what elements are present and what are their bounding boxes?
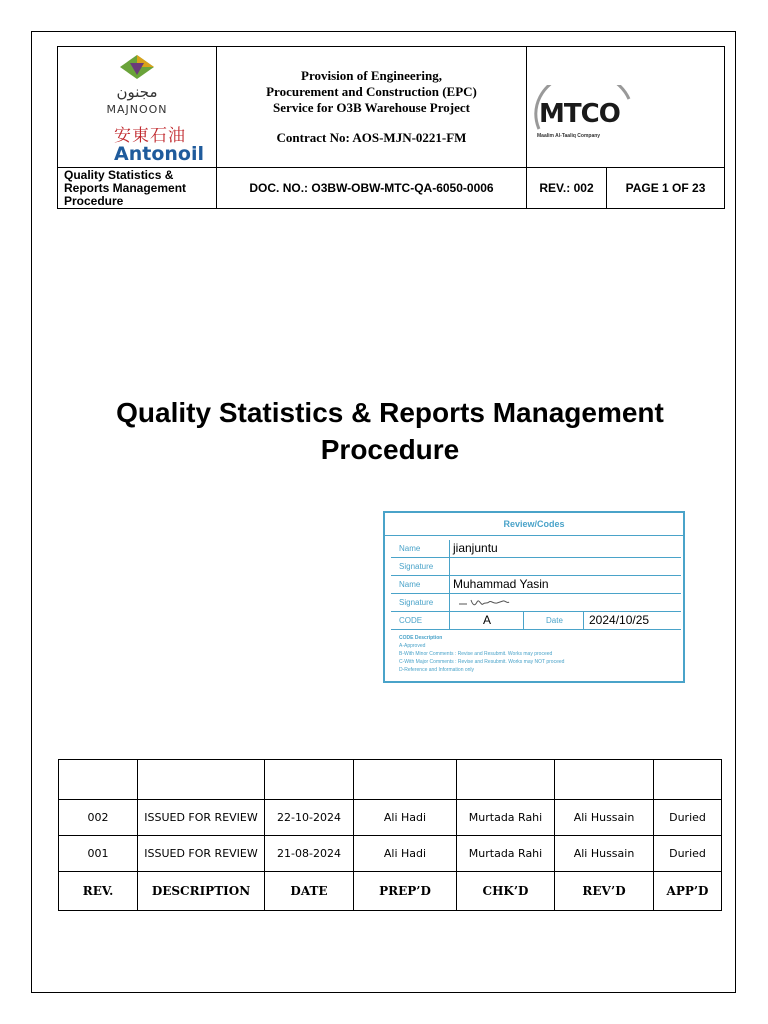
antonoil-chinese-text: 安東石油 [114, 126, 186, 146]
description-cell: ISSUED FOR REVIEW [138, 800, 265, 836]
majnoon-arabic-text: مجنون [116, 83, 158, 101]
prepared-cell: Ali Hadi [354, 836, 457, 872]
stamp-desc-b: B-With Minor Comments : Revise and Resubmit. Works may proceed [399, 651, 553, 657]
stamp-desc-a: A-Approved [399, 643, 426, 649]
stamp-name1-value: jianjuntu [453, 541, 498, 555]
antonoil-text: Antonoil [114, 143, 204, 165]
stamp-name1-row [391, 540, 681, 558]
header-approved: APP’D [654, 872, 722, 911]
majnoon-logo-icon [116, 53, 158, 85]
header-date: DATE [265, 872, 354, 911]
page-number: PAGE 1 OF 23 [607, 168, 725, 209]
date-cell: 22-10-2024 [265, 800, 354, 836]
stamp-name2-value: Muhammad Yasin [453, 577, 549, 591]
mtco-company-text: Maalim Al-Taaliq Company [537, 133, 601, 139]
stamp-name2-row [391, 576, 681, 594]
mtco-logo-text: MTCO [539, 99, 620, 129]
header-checked: CHK’D [457, 872, 555, 911]
reviewed-cell: Ali Hussain [555, 800, 654, 836]
stamp-code-value: A [482, 613, 491, 627]
stamp-signature1-row [391, 558, 681, 576]
rev-cell: 001 [59, 836, 138, 872]
doc-number: DOC. NO.: O3BW-OBW-MTC-QA-6050-0006 [217, 168, 527, 209]
mtco-logo-cell [527, 47, 725, 168]
table-header-row [59, 872, 722, 911]
stamp-signature1-label: Signature [399, 562, 434, 571]
stamp-date-value: 2024/10/25 [589, 613, 650, 627]
revision-number: REV.: 002 [527, 168, 607, 209]
stamp-desc-d: D-Reference and Information only [399, 667, 475, 673]
handwritten-signature-icon [457, 596, 517, 610]
stamp-title: Review/Codes [385, 513, 683, 536]
header-rev: REV. [59, 872, 138, 911]
table-row [59, 836, 722, 872]
table-row [59, 760, 722, 800]
contract-number: Contract No: AOS-MJN-0221-FM [276, 130, 467, 145]
stamp-date-label: Date [546, 616, 563, 625]
stamp-code-description [399, 634, 564, 674]
date-cell: 21-08-2024 [265, 836, 354, 872]
checked-cell: Murtada Rahi [457, 800, 555, 836]
document-header [57, 46, 725, 209]
header-prepared: PREP’D [354, 872, 457, 911]
review-stamp [383, 511, 685, 683]
stamp-code-row [391, 612, 681, 630]
prepared-cell: Ali Hadi [354, 800, 457, 836]
stamp-name2-label: Name [399, 580, 421, 589]
approved-cell: Duried [654, 836, 722, 872]
rev-cell: 002 [59, 800, 138, 836]
revision-table [58, 759, 722, 911]
approved-cell: Duried [654, 800, 722, 836]
project-title-cell [217, 47, 527, 168]
document-title: Quality Statistics & Reports Management Procedure [116, 397, 664, 465]
header-description: DESCRIPTION [138, 872, 265, 911]
description-cell: ISSUED FOR REVIEW [138, 836, 265, 872]
stamp-name1-label: Name [399, 544, 421, 553]
stamp-code-label: CODE [399, 616, 423, 625]
header-reviewed: REV’D [555, 872, 654, 911]
project-title-line3: Service for O3B Warehouse Project [273, 100, 470, 115]
project-title-line1: Provision of Engineering, [301, 68, 442, 83]
stamp-desc-title: CODE Description [399, 635, 443, 641]
left-logos-cell [58, 47, 217, 168]
stamp-signature2-label: Signature [399, 598, 434, 607]
stamp-desc-c: C-With Major Comments : Revise and Resubmit. Works may NOT proceed [399, 659, 565, 665]
table-row [59, 800, 722, 836]
stamp-signature2-row [391, 594, 681, 612]
checked-cell: Murtada Rahi [457, 836, 555, 872]
project-title-line2: Procurement and Construction (EPC) [266, 84, 477, 99]
majnoon-text: MAJNOON [106, 103, 168, 116]
procedure-name-cell: Quality Statistics & Reports Management Procedure [58, 168, 217, 209]
reviewed-cell: Ali Hussain [555, 836, 654, 872]
